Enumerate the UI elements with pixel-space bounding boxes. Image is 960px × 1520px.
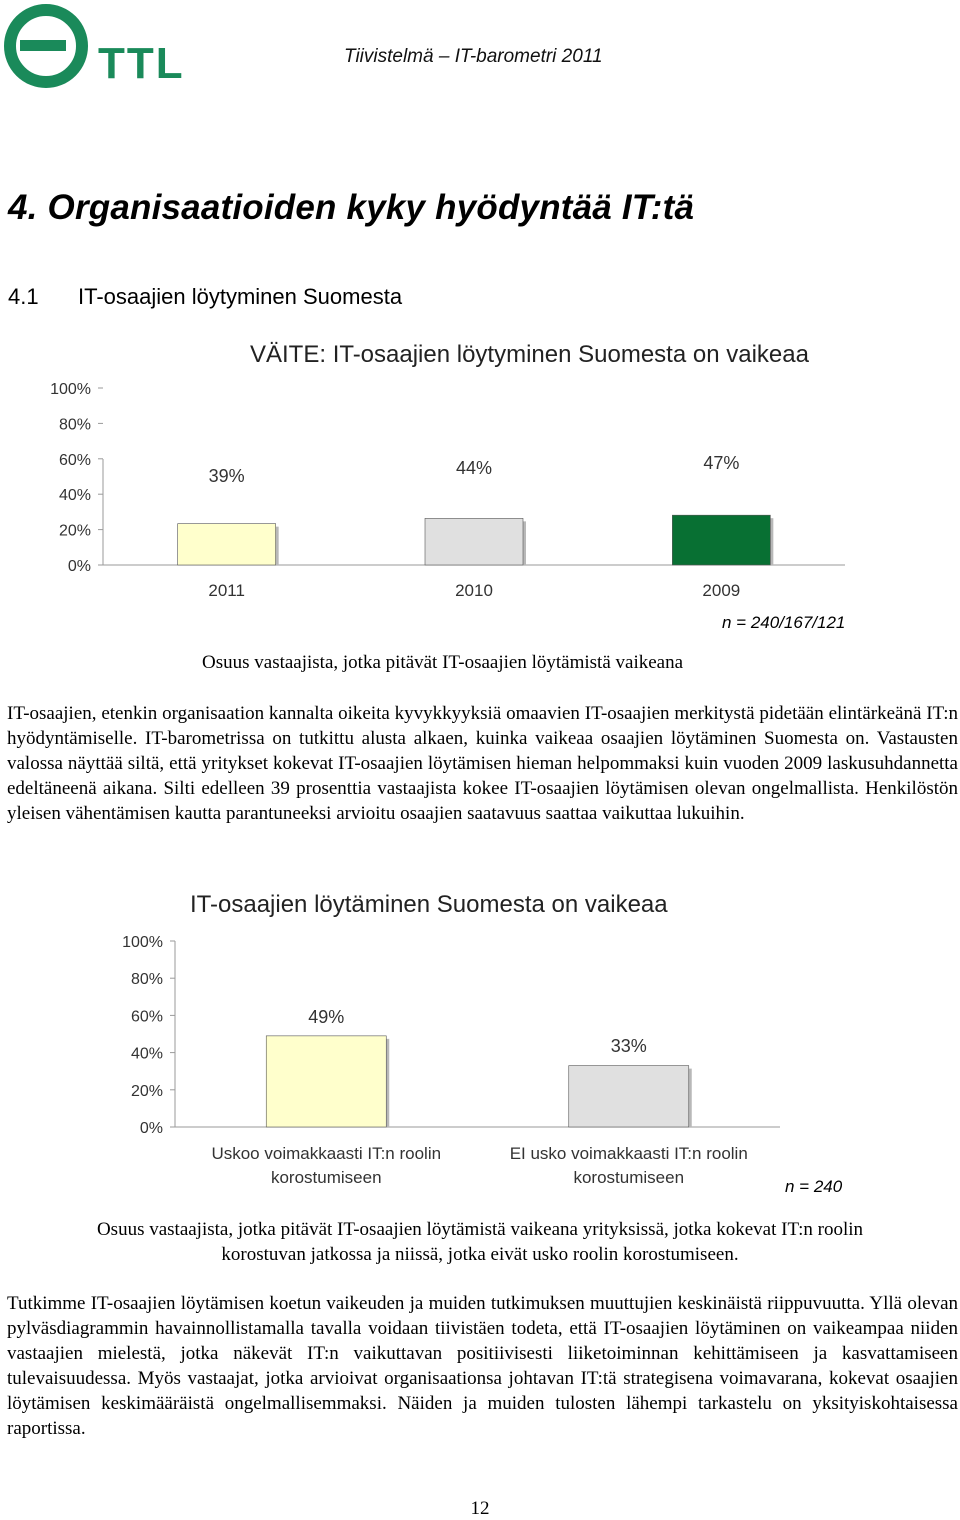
bar-value-label: 39% [208, 466, 245, 486]
chart2-caption [0, 1217, 960, 1267]
x-category-label: EI usko voimakkaasti IT:n roolin [509, 1144, 748, 1163]
x-category-label: 2009 [702, 581, 741, 600]
x-category-label: korostumiseen [270, 1168, 382, 1187]
bar [672, 515, 770, 565]
logo-text: TTL [98, 39, 185, 88]
document-title: Tiivistelmä – IT-barometri 2011 [344, 46, 603, 67]
chart1-n-label: n = 240/167/121 [722, 613, 846, 632]
x-category-label: 2011 [208, 581, 245, 600]
bar [266, 1036, 386, 1127]
bar [178, 524, 276, 565]
y-tick-label: 60% [58, 451, 91, 469]
y-tick-label: 80% [130, 971, 163, 989]
y-tick-label: 40% [130, 1045, 163, 1063]
x-category-label: korostumiseen [573, 1168, 685, 1187]
y-tick-label: 0% [67, 558, 91, 575]
y-tick-label: 20% [58, 522, 91, 540]
y-tick-label: 80% [58, 416, 91, 434]
y-tick-label: 60% [130, 1008, 163, 1026]
paragraph-1: IT-osaajien, etenkin organisaation kannalta oikeita kyvykkyyksiä omaavien IT-osaajien merkitystä pidetään elintärkeänä IT:n hyödyntämiselle. IT-barometrissa on tutkittu alusta alkaen, kuinka vaikeaa osaajien löytäminen Suomesta on. Vastausten valossa näyttää siltä, että yritykset kokevat IT-osaajien löytämisen hieman helpommaksi kuin vuoden 2009 laskusuhdannetta edeltäneenä aikana. Silti edelleen 39 prosenttia vastaajista kokee IT-osaajien löytämisen olevan ongelmallista. Henkilöstön yleisen vähentämisen kautta parantuneeksi arvioitu osaajien saatavuus saattaa vaikuttaa lukuihin. [7, 703, 958, 824]
chart-title: VÄITE: IT-osaajien löytyminen Suomesta on vaikeaa [250, 341, 809, 368]
bar [425, 518, 523, 565]
ttl-logo [0, 0, 200, 100]
subsection-heading [8, 284, 402, 310]
bar-value-label: 47% [703, 453, 740, 473]
chart2-caption-line1: Osuus vastaajista, jotka pitävät IT-osaajien löytämistä vaikeana yrityksissä, jotka kokevat IT:n roolin [96, 1219, 864, 1240]
paragraph-2: Tutkimme IT-osaajien löytämisen koetun vaikeuden ja muiden tutkimuksen muuttujien keskinäistä riippuvuutta. Yllä olevan pylväsdiagrammin havainnollistamalla tavalla voidaan tiivistäen todeta, että IT-osaajien löytäminen on vaikeampaa niiden vastaajien mielestä, jotka näkevät IT:n vaikuttavan positiivisesti liiketoiminnan kehittämiseen ja kasvattamiseen tulevaisuudessa. Myös vastaajat, jotka arvioivat organisaationsa johtavan IT:tä strategisena voimavarana, kokevat osaajien löytämisen keskimääräistä ongelmallisemmaksi. Näiden ja muiden tulosten lähempi tarkastelu on yksityiskohtaisessa raportissa. [7, 1293, 958, 1439]
bar-value-label: 49% [308, 1007, 345, 1027]
y-tick-label: 40% [58, 487, 91, 505]
x-category-label: Uskoo voimakkaasti IT:n roolin [211, 1144, 442, 1163]
section-heading: 4. Organisaatioiden kyky hyödyntää IT:tä [8, 188, 695, 227]
bar-value-label: 44% [455, 458, 493, 478]
x-category-label: 2010 [455, 581, 493, 600]
y-tick-label: 100% [122, 934, 163, 951]
subsection-title: IT-osaajien löytyminen Suomesta [78, 284, 403, 309]
chart-it-talent-by-year [0, 330, 960, 620]
y-tick-label: 100% [50, 381, 91, 398]
chart-title: IT-osaajien löytäminen Suomesta on vaikeaa [190, 891, 668, 918]
page-number: 12 [470, 1498, 490, 1519]
bar [569, 1066, 689, 1127]
chart-it-talent-by-belief [0, 880, 960, 1190]
logo-bar [20, 40, 66, 51]
bar-value-label: 33% [610, 1036, 647, 1056]
chart2-n-label: n = 240 [785, 1177, 843, 1196]
chart2-caption-line2: korostuvan jatkossa ja niissä, jotka eivät usko roolin korostumiseen. [221, 1244, 739, 1265]
y-tick-label: 0% [139, 1120, 163, 1137]
chart1-caption: Osuus vastaajista, jotka pitävät IT-osaajien löytämistä vaikeana [202, 652, 684, 673]
subsection-number: 4.1 [8, 284, 39, 309]
y-tick-label: 20% [130, 1082, 163, 1100]
